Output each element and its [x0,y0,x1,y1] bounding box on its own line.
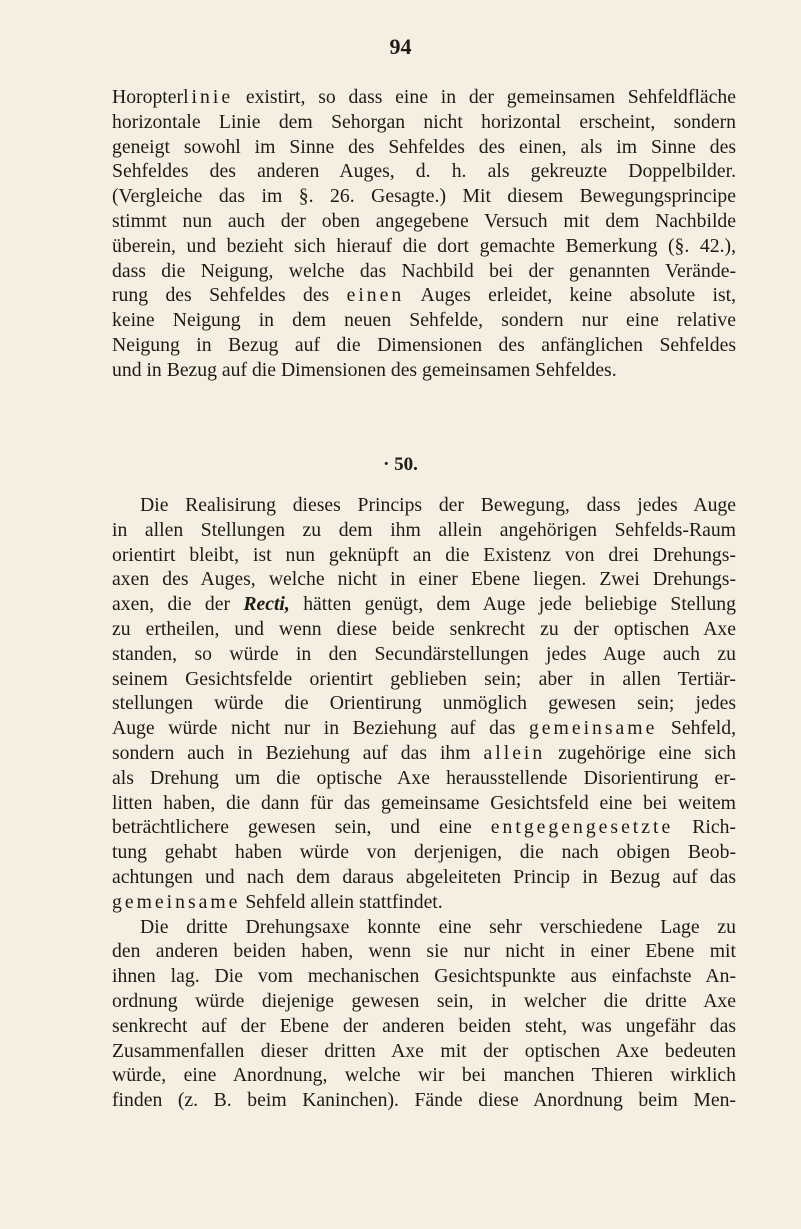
recti-term: Recti, [243,593,290,616]
text-line: (Vergleiche das im §. 26. Gesagte.) Mit diesem Bewegungsprincipe [112,185,736,208]
text-line: und in Bezug auf die Dimensionen des gemeinsamen Sehfeldes. [112,358,617,381]
text-line: in allen Stellungen zu dem ihm allein angehörigen Sehfelds-Raum [112,518,736,541]
text-line: gemeinsame Sehfeld allein stattfindet. [112,890,443,913]
text-line: finden (z. B. beim Kaninchen). Fände diese Anordnung beim Men- [112,1089,736,1112]
text-line: axen, die der Recti, hätten genügt, dem Auge jede beliebige Stellung [112,593,736,616]
section-body [112,493,736,1113]
text-line: dass die Neigung, welche das Nachbild bei der genannten Verände- [112,259,736,282]
text-line: standen, so würde in den Secundärstellungen jedes Auge auch zu [112,642,736,665]
text-line: überein, und bezieht sich hierauf die dort gemachte Bemerkung (§. 42.), [112,234,736,257]
text-line: Horopterlinie existirt, so dass eine in der gemeinsamen Sehfeldfläche [112,86,736,108]
text-line: orientirt bleibt, ist nun geknüpft an die Existenz von drei Drehungs- [112,543,736,566]
text-line: ihnen lag. Die vom mechanischen Gesichtspunkte aus einfachste An- [112,965,736,988]
text-line: würde, eine Anordnung, welche wir bei manchen Thieren wirklich [112,1064,736,1087]
text-line: den anderen beiden haben, wenn sie nur nicht in einer Ebene mit [112,940,736,963]
text-line: beträchtlichere gewesen sein, und eine entgegengesetzte Rich- [112,816,736,839]
text-line: Die Realisirung dieses Princips der Bewegung, dass jedes Auge [140,494,736,516]
text-line: achtungen und nach dem daraus abgeleiteten Princip in Bezug auf das [112,865,736,888]
text-line: Neigung in Bezug auf die Dimensionen des anfänglichen Sehfeldes [112,333,736,356]
text-line: tung gehabt haben würde von derjenigen, die nach obigen Beob- [112,841,736,864]
text-line: seinem Gesichtsfelde orientirt geblieben sein; aber in allen Tertiär- [112,667,736,690]
text-line: ordnung würde diejenige gewesen sein, in welcher die dritte Axe [112,989,736,1012]
text-line: keine Neigung in dem neuen Sehfelde, sondern nur eine relative [112,309,736,332]
text-line: senkrecht auf der Ebene der anderen beiden steht, was ungefähr das [112,1014,736,1037]
text-line: Auge würde nicht nur in Beziehung auf das gemeinsame Sehfeld, [112,717,736,740]
text-line: zu ertheilen, und wenn diese beide senkrecht zu der optischen Axe [112,617,736,640]
text-line: als Drehung um die optische Axe herausstellende Disorientirung er- [112,766,736,789]
text-line: stellungen würde die Orientirung unmöglich gewesen sein; jedes [112,692,736,715]
text-line: horizontale Linie dem Sehorgan nicht horizontal erscheint, sondern [112,110,736,133]
text-line: stimmt nun auch der oben angegebene Versuch mit dem Nachbilde [112,209,736,232]
text-line: axen des Auges, welche nicht in einer Ebene liegen. Zwei Drehungs- [112,568,736,591]
section-heading: · 50. [383,454,418,475]
text-line: Sehfeldes des anderen Auges, d. h. als gekreuzte Doppelbilder. [112,160,736,183]
text-line: rung des Sehfeldes des einen Auges erleidet, keine absolute ist, [112,284,736,307]
text-line: Zusammenfallen dieser dritten Axe mit der optischen Axe bedeuten [112,1039,736,1062]
page-number: 94 [389,34,412,59]
text-line: litten haben, die dann für das gemeinsame Gesichtsfeld eine bei weitem [112,791,736,814]
text-line: Die dritte Drehungsaxe konnte eine sehr verschiedene Lage zu [140,915,736,938]
text-line: sondern auch in Beziehung auf das ihm allein zugehörige eine sich [112,741,736,764]
paragraph-horopter [112,85,736,383]
text-line: geneigt sowohl im Sinne des Sehfeldes des einen, als im Sinne des [112,135,736,158]
